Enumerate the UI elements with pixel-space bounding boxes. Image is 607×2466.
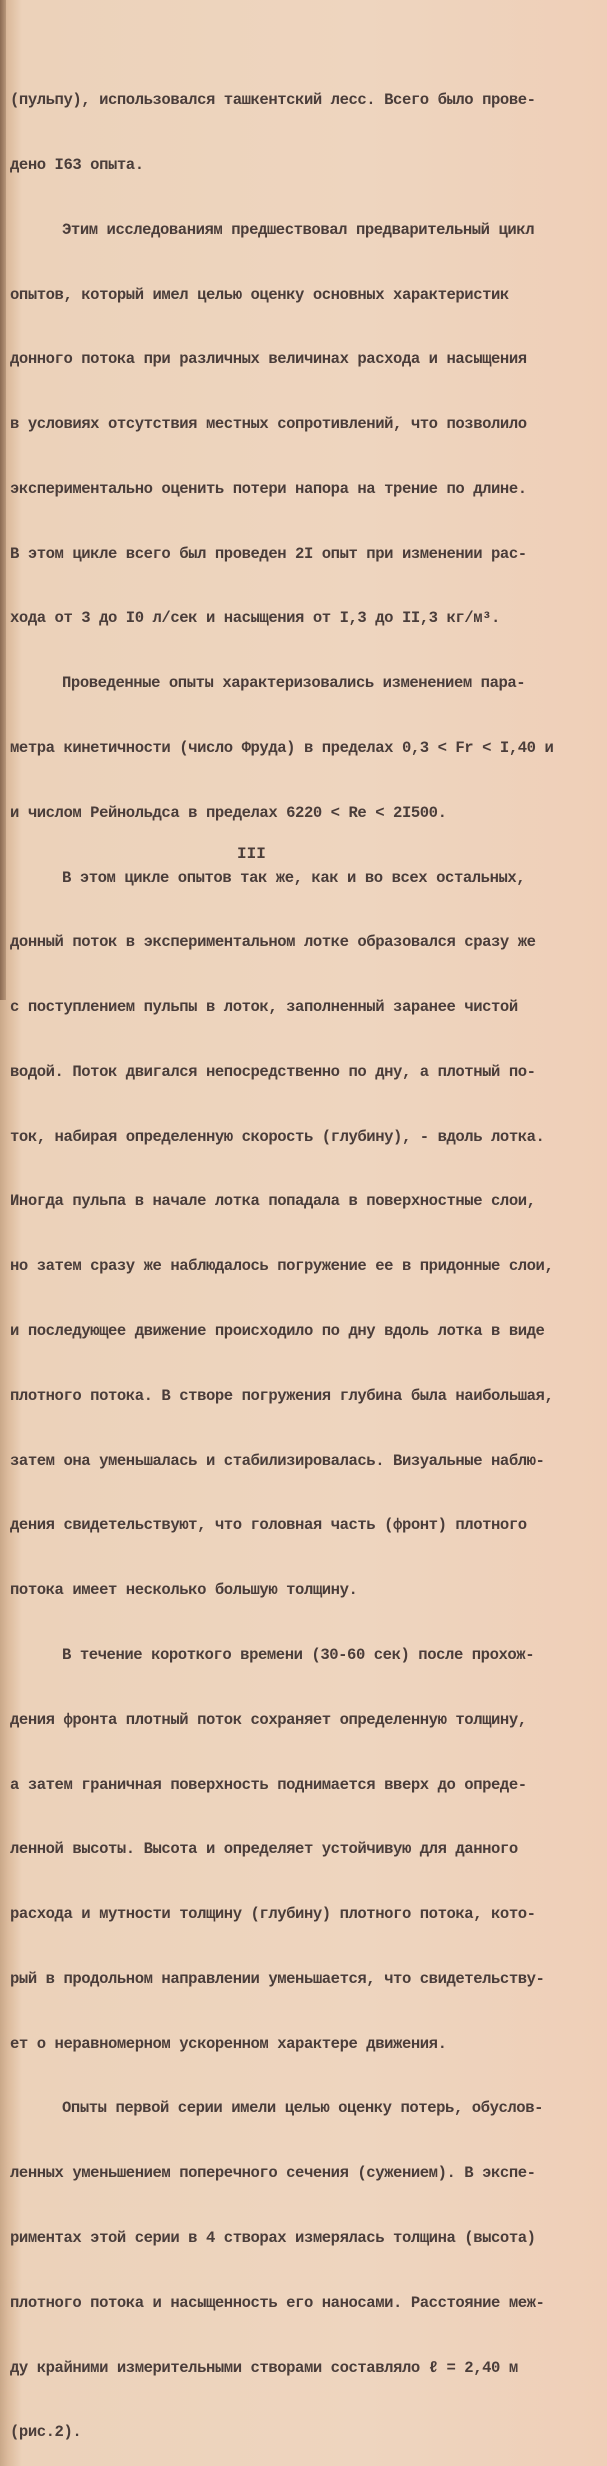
text-line: метра кинетичности (число Фруда) в пределах 0,3 < Fr < I,40 и: [10, 739, 554, 757]
text-line: ленных уменьшением поперечного сечения (сужением). В экспе-: [10, 2164, 536, 2183]
text-line: дено I63 опыта.: [10, 155, 144, 174]
text-line: хода от 3 до I0 л/сек и насыщения от I,3 до II,3 кг/м³.: [10, 609, 500, 628]
paragraph-start-line: Опыты первой серии имели целью оценку потерь, обуслов-: [62, 2099, 544, 2118]
paragraph-start-line: Проведенные опыты характеризовались изменением пара-: [62, 674, 526, 693]
text-line: донного потока при различных величинах расхода и насыщения: [10, 350, 527, 369]
text-line: дения фронта плотный поток сохраняет определенную толщину,: [10, 1710, 527, 1729]
paragraph-start-line: Этим исследованиям предшествовал предварительный цикл: [62, 220, 535, 239]
text-line: в условиях отсутствия местных сопротивлений, что позволило: [10, 415, 527, 434]
text-line: Иногда пульпа в начале лотка попадала в поверхностные слои,: [10, 1192, 536, 1211]
text-line: плотного потока и насыщенность его наносами. Расстояние меж-: [10, 2293, 545, 2312]
text-line: расхода и мутности толщину (глубину) плотного потока, кото-: [10, 1905, 536, 1924]
text-line: рый в продольном направлении уменьшается, что свидетельству-: [10, 1969, 545, 1988]
text-line: а затем граничная поверхность поднимается вверх до опреде-: [10, 1775, 527, 1794]
text-line: (рис.2).: [10, 2423, 82, 2442]
text-line: ток, набирая определенную скорость (глубину), - вдоль лотка.: [10, 1127, 545, 1146]
text-line: но затем сразу же наблюдалось погружение ее в придонные слои,: [10, 1257, 554, 1276]
document-body: [10, 47, 600, 2466]
paragraph-start-line: В течение короткого времени (30-60 сек) после прохож-: [62, 1645, 535, 1664]
text-line: В этом цикле всего был проведен 2I опыт при изменении рас-: [10, 544, 527, 563]
text-line: донный поток в экспериментальном лотке образовался сразу же: [10, 933, 536, 952]
text-line: ленной высоты. Высота и определяет устойчивую для данного: [10, 1840, 518, 1859]
text-line: и числом Рейнольдса в пределах 6220 < Re < 2I500.: [10, 803, 447, 822]
page-binding-edge: [0, 0, 6, 1000]
paragraph-start-line: В этом цикле опытов так же, как и во всех остальных,: [62, 868, 526, 887]
text-line: водой. Поток двигался непосредственно по дну, а плотный по-: [10, 1062, 536, 1081]
text-line: экспериментально оценить потери напора на трение по длине.: [10, 479, 527, 498]
text-line: риментах этой серии в 4 створах измерялась толщина (высота): [10, 2228, 536, 2247]
text-line: ду крайними измерительными створами составляло ℓ = 2,40 м: [10, 2358, 518, 2377]
text-line: потока имеет несколько большую толщину.: [10, 1581, 358, 1600]
text-line: с поступлением пульпы в лоток, заполненный заранее чистой: [10, 998, 518, 1017]
text-line: плотного потока. В створе погружения глубина была наибольшая,: [10, 1386, 554, 1405]
text-line: затем она уменьшалась и стабилизировалась. Визуальные наблю-: [10, 1451, 545, 1470]
page-number: III: [237, 845, 266, 863]
text-line: дения свидетельствуют, что головная часть (фронт) плотного: [10, 1516, 527, 1535]
text-line: ет о неравномерном ускоренном характере движения.: [10, 2034, 447, 2053]
text-line: и последующее движение происходило по дну вдоль лотка в виде: [10, 1322, 545, 1341]
text-line: (пульпу), использовался ташкентский лесс. Всего было прове-: [10, 91, 536, 110]
text-line: опытов, который имел целью оценку основных характеристик: [10, 285, 509, 304]
